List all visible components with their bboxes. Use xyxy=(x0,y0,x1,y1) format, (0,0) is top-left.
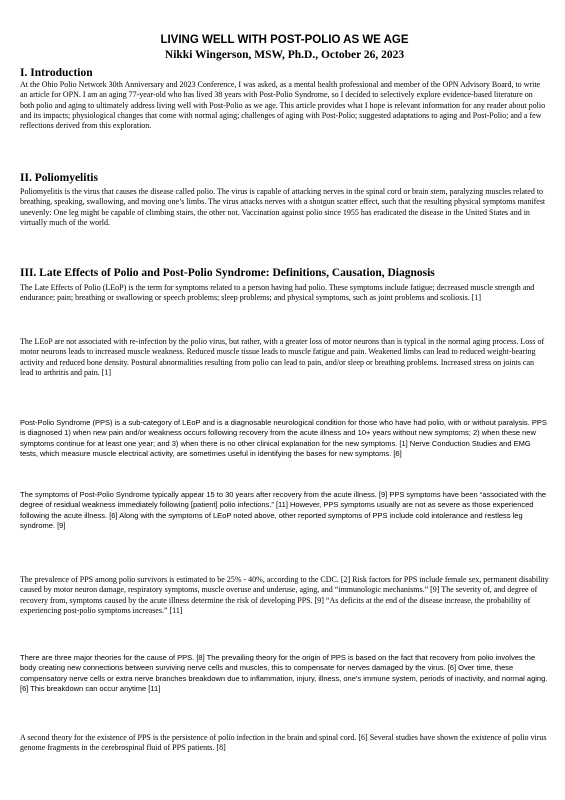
paragraph: The Late Effects of Polio (LEoP) is the term for symptoms related to a person having had polio. These symptoms include fatigue; decreased muscle strength and endurance; pain; breathing or swallowing or speech problems; sleep problems; and physical symptoms, such as joint problems and scoliosis. [1] xyxy=(20,283,535,303)
document-title: LIVING WELL WITH POST-POLIO AS WE AGE xyxy=(160,34,409,46)
document-page xyxy=(20,0,549,800)
paragraph: The symptoms of Post-Polio Syndrome typically appear 15 to 30 years after recovery from the acute illness. [9] PPS symptoms have been “associated with the degree of residual weakness immediately following [patient] polio infections.” [11] However, PPS symptoms usually are not as severe as those experienced following the acute illness. [6] Along with the symptoms of LEoP noted above, other reported symptoms of PPS include cold intolerance and restless leg syndrome. [9] xyxy=(20,490,547,530)
paragraph: Post-Polio Syndrome (PPS) is a sub-category of LEoP and is a diagnosable neurological condition for those who have had polio, with or without paralysis. PPS is diagnosed 1) when new pain and/or weakness occurs following recovery from the acute illness and 10+ years without new symptoms; 2) when these new symptoms continue for at least one year; and 3) when there is no other clinical explanation for the new symptoms. [1] Nerve Conduction Studies and EMG tests, which measure muscle electrical activity, are sometimes useful in identifying the bases for new symptoms. [6] xyxy=(20,418,547,458)
paragraph: The LEoP are not associated with re-infection by the polio virus, but rather, with a greater loss of motor neurons than is typical in the normal aging process. Loss of motor neurons leads to increased muscle weakness. Reduced muscle tissue leads to muscle fatigue and pain. Weakened limbs can lead to reduced weight-bearing activity and reduced bone density. Postural abnormalities resulting from polio can lead to pain, and/or sleep or breathing problems. Increased stress on joints can lead to arthritis and pain. [1] xyxy=(20,337,545,377)
section-poliomyelitis xyxy=(20,171,549,228)
section-late-effects xyxy=(20,266,549,304)
section-heading: I. Introduction xyxy=(20,67,93,79)
paragraph: The prevalence of PPS among polio survivors is estimated to be 25% - 40%, according to the CDC. [2] Risk factors for PPS include female sex, permanent disability caused by motor neuron damage, respiratory symptoms, muscle overuse and underuse, aging, and “immunologic mechanisms.” [9] The severity of, and degree of recovery from, symptoms caused by the acute illness determine the risk of developing PPS. [9] “As deficits at the end of the disease increase, the probability of experiencing post-polio symptoms increases.” [11] xyxy=(20,575,549,615)
paragraph: A second theory for the existence of PPS is the persistence of polio infection in the brain and spinal cord. [6] Several studies have shown the existence of polio virus genome fragments in the cerebrospinal fluid of PPS patients. [8] xyxy=(20,733,547,753)
paragraph: There are three major theories for the cause of PPS. [8] The prevailing theory for the origin of PPS is based on the fact that recovery from polio involves the body creating new connections between surviving nerve cells and muscles, this to compensate for nerves damaged by the virus. [6] Over time, these compensatory nerve cells or extra nerve branches breakdown due to inflammation, injury, illness, one’s immune system, periods of inactivity, and normal aging. [6] This breakdown can occur anytime [11] xyxy=(20,653,548,693)
section-heading: II. Poliomyelitis xyxy=(20,172,98,184)
section-heading: III. Late Effects of Polio and Post-Polio Syndrome: Definitions, Causation, Diagnosis xyxy=(20,267,435,279)
paragraph: Poliomyelitis is the virus that causes the disease called polio. The virus is capable of attacking nerves in the spinal cord or brain stem, paralyzing muscles related to breathing, speaking, swallowing, and moving one’s limbs. The virus attacks nerves with a shotgun scatter effect, such that the resulting physical symptoms manifest unevenly: One leg might be capable of climbing stairs, the other not. Vaccination against polio since 1955 has eradicated the disease in the United States and in virtually much of the world. xyxy=(20,187,546,227)
document-byline: Nikki Wingerson, MSW, Ph.D., October 26, 2023 xyxy=(164,49,405,61)
paragraph: At the Ohio Polio Network 30th Anniversary and 2023 Conference, I was asked, as a mental health professional and member of the OPN Advisory Board, to write an article for OPN. I am an aging 77-year-old who has lived 38 years with Post-Polio Syndrome, so I decided to selectively explore evidence-based literature on both polio and aging to ultimately address living well with Post-Polio as we age. This article provides what I hope is relevant information for any reader about polio and its impacts; physiological changes that come with normal aging; challenges of aging with Post-Polio; suggested adaptations to aging and Post-Polio; and a few reflections derived from this exploration. xyxy=(20,80,546,131)
section-introduction xyxy=(20,66,549,131)
